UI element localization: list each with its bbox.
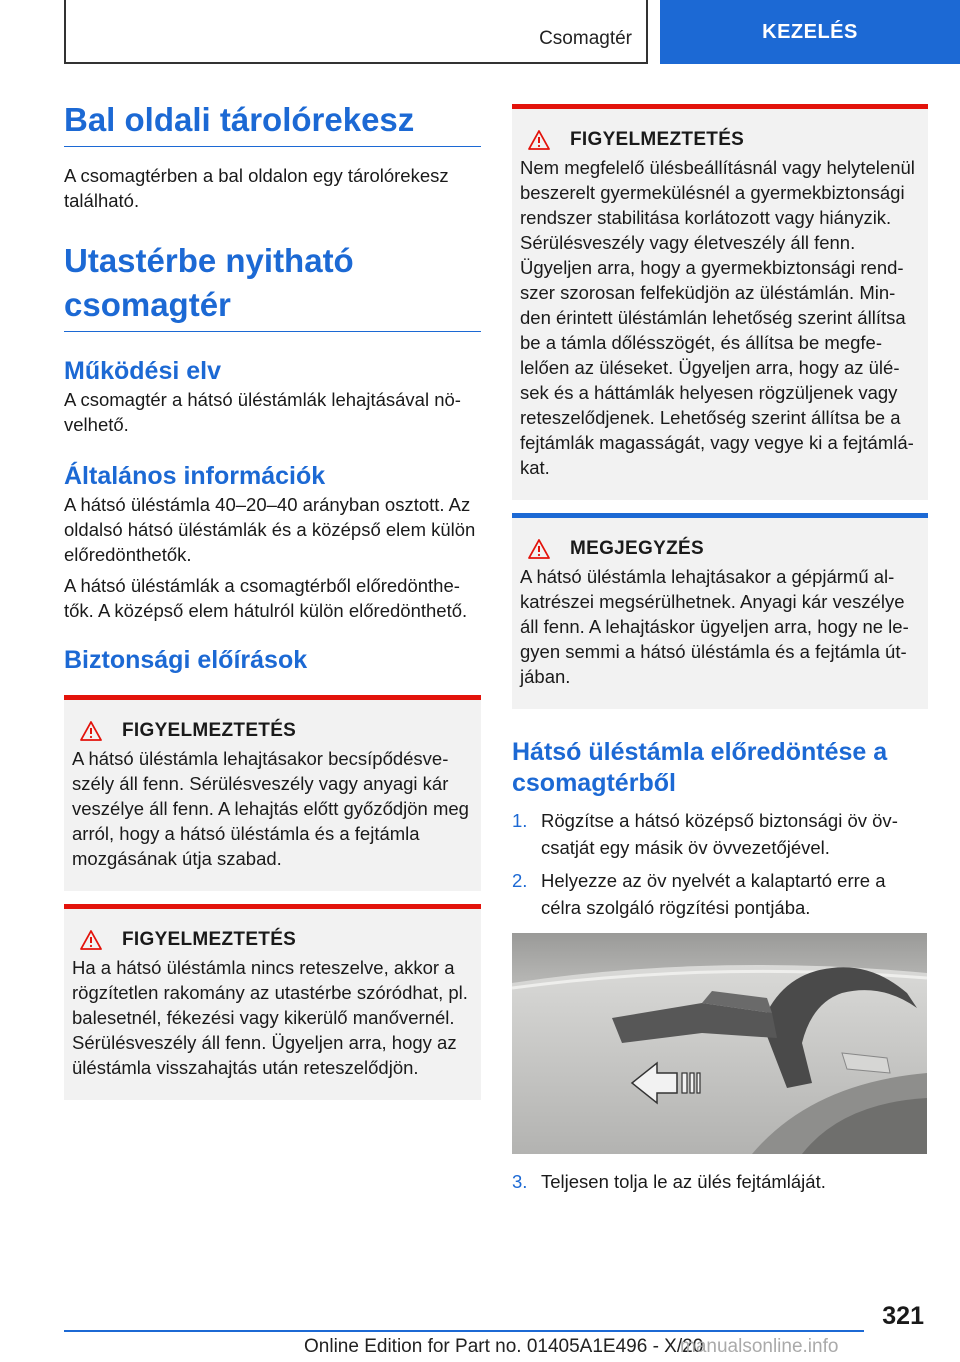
steps-list xyxy=(512,807,928,921)
heading-fold-forward-line1: Hátsó üléstámla előredöntése a xyxy=(512,738,888,766)
heading-storage-compartment: Bal oldali tárolórekesz xyxy=(64,100,481,147)
header-title: Csomagtér xyxy=(539,28,632,49)
heading-through-loading-line1: Utastérbe nyitható xyxy=(64,242,354,279)
footer-rule xyxy=(64,1330,864,1332)
warning-text: Ha a hátsó üléstámla nincs reteszelve, akkor a rögzítetlen rakomány az utastérbe szóródhat, pl. balesetnél, fékezési vagy kikerülő manővernél. Sérülésveszély áll fenn. Ügyeljen arra, hogy az üléstámla visszahajtás után reteszelődjön. xyxy=(72,957,468,1078)
warning-box-2 xyxy=(64,904,481,1100)
paragraph-general-info-1: A hátsó üléstámla 40–20–40 arányban osztott. Az oldalsó hátsó üléstámlák és a középső elem külön előredönthetők. xyxy=(64,494,476,565)
warning-box-3 xyxy=(512,104,928,500)
heading-principle: Működési elv xyxy=(64,357,221,385)
edition-note: Online Edition for Part no. 01405A1E496 - X/20 xyxy=(304,1336,704,1357)
step-text: Teljesen tolja le az ülés fejtámláját. xyxy=(541,1171,826,1192)
heading-fold-forward-line2: csomagtérből xyxy=(512,769,676,797)
watermark: manualsonline.info xyxy=(680,1336,839,1357)
step-text: Rögzítse a hátsó középső biztonsági öv övcsatját egy másik öv övvezetőjével. xyxy=(541,810,898,858)
step-number: 3. xyxy=(512,1171,528,1192)
paragraph-principle: A csomagtér a hátsó üléstámlák lehajtásával növelhető. xyxy=(64,389,461,435)
warning-text: A hátsó üléstámla lehajtásakor becsípődésveszély áll fenn. Sérülésveszély vagy anyagi kár veszélye áll fenn. A lehajtás előtt győződjön meg arról, hogy a hátsó üléstámla és a fejtámla mozgásának útja szabad. xyxy=(72,748,469,869)
heading-safety: Biztonsági előírások xyxy=(64,646,308,674)
warning-label: FIGYELMEZTETÉS xyxy=(122,720,297,741)
left-column xyxy=(64,100,481,1100)
step-item xyxy=(512,867,928,921)
right-column xyxy=(512,104,928,1201)
step-text: Helyezze az öv nyelvét a kalaptartó erre a célra szolgáló rögzítési pontjába. xyxy=(541,870,886,918)
step-item xyxy=(512,1168,928,1195)
warning-label: FIGYELMEZTETÉS xyxy=(570,129,745,150)
step-item xyxy=(512,807,928,861)
note-label: MEGJEGYZÉS xyxy=(570,538,704,559)
warning-triangle-icon xyxy=(80,721,102,741)
warning-box-1 xyxy=(64,695,481,891)
paragraph-general-info-2: A hátsó üléstámlák a csomagtérből előredönthetők. A középső elem hátulról külön előredönthető. xyxy=(64,575,468,621)
seatbelt-illustration xyxy=(512,933,927,1154)
heading-general-info: Általános információk xyxy=(64,462,326,490)
warning-triangle-icon xyxy=(80,930,102,950)
step-number: 2. xyxy=(512,870,528,891)
page-number: 321 xyxy=(882,1302,924,1330)
heading-through-loading-line2: csomagtér xyxy=(64,285,481,332)
warning-label: FIGYELMEZTETÉS xyxy=(122,929,297,950)
warning-triangle-icon xyxy=(528,539,550,559)
seatbelt-photo xyxy=(512,933,927,1154)
note-box xyxy=(512,513,928,709)
warning-text: Nem megfelelő ülésbeállításnál vagy helytelenül beszerelt gyermekülésnél a gyermekbiztonsági rendszer stabilitása korlátozott vagy hiányzik. Sérülésveszély vagy életveszély áll fenn. Ügyeljen arra, hogy a gyermekbiztonsági rendszer szorosan felfeküdjön az üléstámlán. Minden érintett üléstámlán lehetőség szerint állítsa be a támla dőlésszögét, és állítsa be megfelelően az üléseket. Ügyeljen arra, hogy az ülések és a háttámlák helyesen rögzüljenek vagy reteszelődjenek. Lehetőség szerint állítsa be a fejtámlák magasságát, vagy vegye ki a fejtámlákat. xyxy=(520,157,915,478)
steps-list-continued xyxy=(512,1168,928,1195)
paragraph-storage: A csomagtérben a bal oldalon egy tárolórekesz található. xyxy=(64,165,449,211)
header-frame xyxy=(64,0,648,64)
note-text: A hátsó üléstámla lehajtásakor a gépjármű alkatrészei megsérülhetnek. Anyagi kár veszélye áll fenn. A lehajtáskor ügyeljen arra, hogy ne legyen semmi a hátsó üléstámla és a fejtámla útjában. xyxy=(520,566,909,687)
header-section-tab[interactable]: KEZELÉS xyxy=(660,0,960,64)
step-number: 1. xyxy=(512,810,528,831)
warning-triangle-icon xyxy=(528,130,550,150)
